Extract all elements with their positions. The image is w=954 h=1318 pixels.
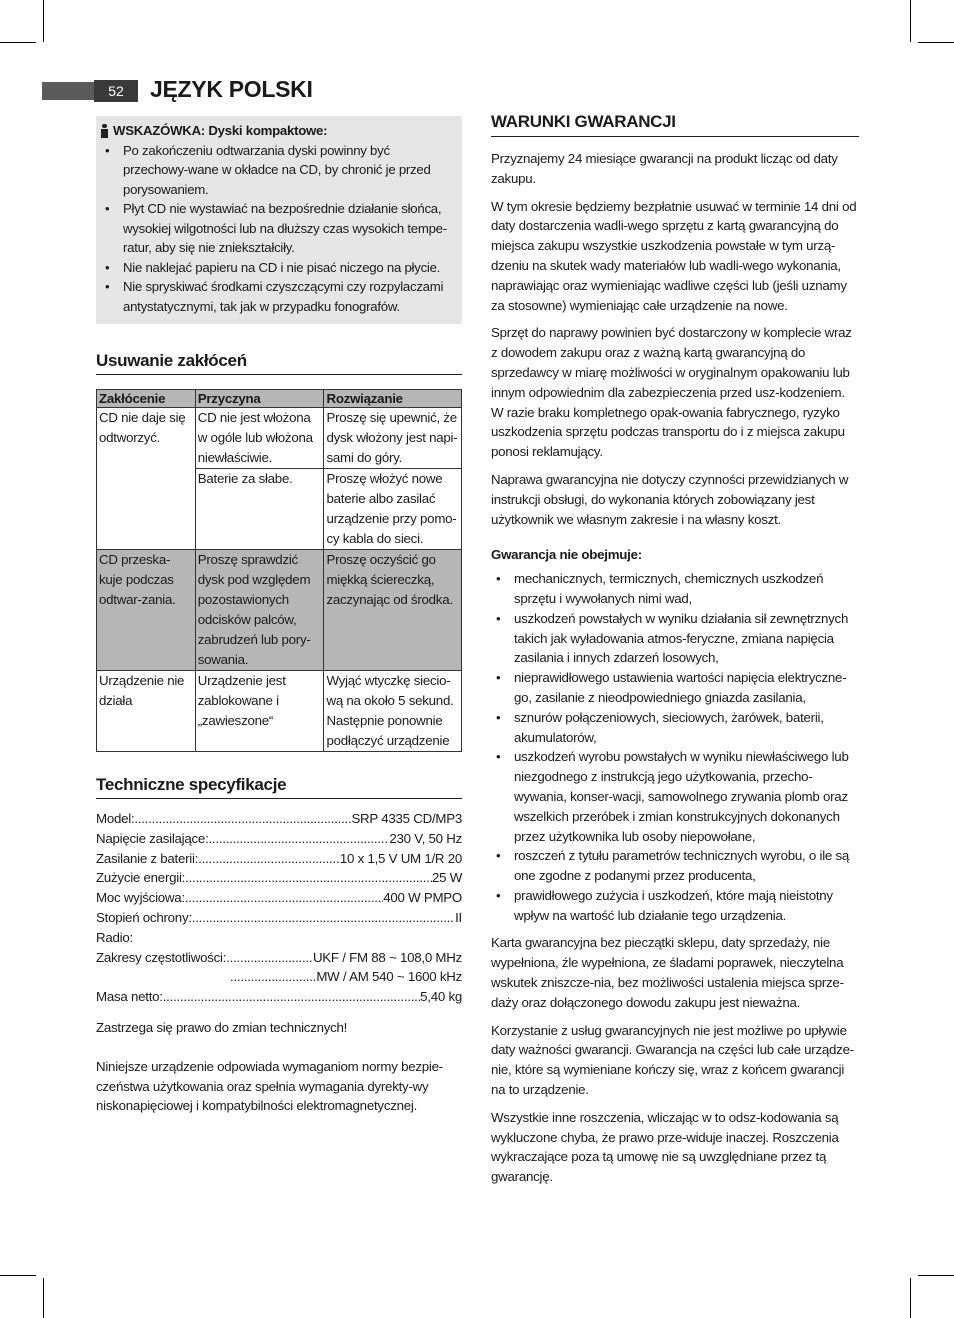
warranty-paragraph: Sprzęt do naprawy powinien być dostarczony w komplecie wraz z dowodem zakupu oraz z ważną kartą gwarancyjną do sprzedawcy w miarę możliwości w oryginalnym opakowaniu lub innym odpowiednim dla zabezpieczenia przed usz-kodzeniem. W razie braku kompletnego opak-owania fabrycznego, ryzyko uszkodzenia sprzętu podczas transportu do i z miejsca zakupu ponosi reklamujący. — [491, 325, 852, 460]
warranty-heading: WARUNKI GWARANCJI — [491, 112, 859, 137]
crop-mark — [43, 1278, 44, 1318]
table-row — [97, 671, 462, 752]
list-item: • Płyt CD nie wystawiać na bezpośrednie działanie słońca, wysokiej wilgotności lub na dłuższy czas wysokich tempe-ratur, aby się nie zniekształciły. — [100, 199, 454, 258]
spec-label: Moc wyjściowa: — [96, 890, 185, 906]
crop-mark — [0, 42, 36, 43]
exclusions-title: Gwarancja nie obejmuje: — [491, 547, 642, 563]
list-item: • sznurów połączeniowych, sieciowych, żarówek, baterii, akumulatorów, — [491, 708, 859, 748]
spec-label: Masa netto: — [96, 989, 163, 1005]
warranty-paragraph: Wszystkie inne roszczenia, wliczając w to odsz-kodowania są wykluczone chyba, że prawo prze-widuje inaczej. Roszczenia wykraczające poza tą umowę nie są uwzględniane przez tą gwarancję. — [491, 1109, 839, 1185]
spec-value: 25 W — [431, 870, 462, 886]
spec-value: 10 x 1,5 V UM 1/R 20 — [339, 850, 462, 866]
troubleshooting-heading: Usuwanie zakłóceń — [96, 351, 462, 375]
spec-label: Model: — [96, 811, 135, 826]
left-column — [96, 116, 462, 1116]
spec-row — [96, 948, 462, 968]
radio-label: Radio: — [96, 929, 133, 945]
spec-row — [96, 967, 462, 987]
spec-label: Stopień ochrony: — [96, 909, 192, 925]
list-item: • roszczeń z tytułu parametrów technicznych wyrobu, o ile są one zgodne z podanymi przez producenta, — [491, 846, 859, 886]
table-cell: Proszę się upewnić, że dysk włożony jest napi-sami do góry. — [324, 408, 462, 469]
warranty-paragraph: Karta gwarancyjna bez pieczątki sklepu, daty sprzedaży, nie wypełniona, źle wypełniona, ze śladami poprawek, nieczytelna wskutek zniszcze-nia, bez możliwości ustalenia miejsca sprze-daży oraz dołączonego dowodu zakupu jest nieważna. — [491, 935, 844, 1010]
table-row — [97, 550, 462, 671]
page-header — [42, 78, 462, 104]
table-cell: Urządzenie nie działa — [97, 671, 196, 752]
tip-title — [100, 121, 454, 141]
table-cell: Baterie za słabe. — [195, 469, 324, 550]
spec-value: SRP 4335 CD/MP3 — [351, 811, 462, 826]
spec-label: Napięcie zasilające: — [96, 830, 209, 846]
list-item: • Nie naklejać papieru na CD i nie pisać niczego na płycie. — [100, 258, 454, 278]
tip-list — [100, 141, 454, 317]
crop-mark — [918, 1275, 954, 1276]
column-header: Rozwiązanie — [324, 390, 462, 408]
spec-row — [96, 908, 462, 928]
spec-label: Zużycie energii: — [96, 870, 186, 886]
crop-mark — [0, 1275, 36, 1276]
table-cell: Wyjąć wtyczkę siecio-wą na około 5 sekund. Następnie ponownie podłączyć urządzenie — [324, 671, 462, 752]
list-item: • Po zakończeniu odtwarzania dyski powinny być przechowy-wane w okładce na CD, by chronić je przed porysowaniem. — [100, 141, 454, 200]
page-number: 52 — [94, 80, 138, 102]
spec-row — [96, 868, 462, 888]
table-cell: Proszę sprawdzić dysk pod względem pozostawionych odcisków palców, zabrudzeń lub pory-sowania. — [195, 550, 324, 671]
spec-value: 400 W PMPO — [383, 890, 462, 906]
list-item: • mechanicznych, termicznych, chemicznych uszkodzeń sprzętu i wywołanych nimi wad, — [491, 569, 859, 609]
table-row — [97, 408, 462, 469]
list-item: • uszkodzeń wyrobu powstałych w wyniku niewłaściwego lub niezgodnego z instrukcją jego użytkowania, przecho-wywania, konser-wacji, samowolnego zrywania plomb oraz wszelkich przeróbek i zmian konstrukcyjnych dokonanych przez użytkownika lub osoby niepowołane, — [491, 747, 859, 846]
spec-row — [96, 888, 462, 908]
crop-mark — [910, 0, 911, 42]
tip-box — [96, 116, 462, 324]
table-cell: Proszę oczyścić go miękką ściereczką, zaczynając od środka. — [324, 550, 462, 671]
warranty-paragraph: W tym okresie będziemy bezpłatnie usuwać w terminie 14 dni od daty dostarczenia wadli-wego sprzętu z kartą gwarancyjną do miejsca zakupu wszystkie uszkodzenia powstałe w tym urzą-dzeniu na skutek wady materiałów lub wadli-wego wykonania, naprawiając oraz wymieniając wadliwe części lub (jeśli uznamy za stosowne) wymieniając całe urządzenie na nowe. — [491, 198, 857, 313]
spec-value: II — [455, 909, 462, 925]
crop-mark — [43, 0, 44, 42]
spec-label: Zakresy częstotliwości: — [96, 949, 227, 965]
list-item: • nieprawidłowego ustawienia wartości napięcia elektryczne-go, zasilanie z nieodpowiedniego gniazda zasilania, — [491, 668, 859, 708]
list-item: • prawidłowego zużycia i uszkodzeń, które mają nieistotny wpływ na wartość lub działanie tego urządzenia. — [491, 886, 859, 926]
table-header-row — [97, 390, 462, 408]
spec-value: 230 V, 50 Hz — [389, 830, 462, 846]
crop-mark — [918, 42, 954, 43]
crop-mark — [910, 1278, 911, 1318]
warranty-paragraph: Naprawa gwarancyjna nie dotyczy czynności przewidzianych w instrukcji obsługi, do wykonania których zobowiązany jest użytkownik we własnym zakresie i na własny koszt. — [491, 471, 849, 527]
spec-row — [96, 849, 462, 869]
column-header: Przyczyna — [195, 390, 324, 408]
column-header: Zakłócenie — [97, 390, 196, 408]
table-cell: CD nie jest włożona w ogóle lub włożona niewłaściwie. — [195, 408, 324, 469]
troubleshooting-table — [96, 389, 462, 752]
warranty-paragraph: Przyznajemy 24 miesiące gwarancji na produkt licząc od daty zakupu. — [491, 151, 838, 186]
table-cell: Urządzenie jest zablokowane i „zawieszone“ — [195, 671, 324, 752]
spec-value: MW / AM 540 ~ 1600 kHz — [316, 969, 462, 985]
spec-row — [96, 809, 462, 829]
spec-value: UKF / FM 88 ~ 108,0 MHz — [312, 949, 462, 965]
table-cell: Proszę włożyć nowe baterie albo zasilać urządzenie przy pomo-cy kabla do sieci. — [324, 469, 462, 550]
info-icon — [100, 124, 109, 138]
tip-title-text: WSKAZÓWKA: Dyski kompaktowe: — [113, 123, 328, 138]
page-title: JĘZYK POLSKI — [150, 76, 313, 102]
spec-row — [96, 829, 462, 849]
warranty-paragraph: Korzystanie z usług gwarancyjnych nie jest możliwe po upływie daty ważności gwarancji. Gwarancja na części lub całe urządze-nie, które są wymieniane kończy się, wraz z końcem gwarancji na to urządzenie. — [491, 1022, 854, 1098]
right-column — [491, 112, 859, 1195]
specs-list — [96, 809, 462, 1007]
table-cell: CD nie daje się odtworzyć. — [97, 408, 196, 550]
list-item: • uszkodzeń powstałych w wyniku działania sił zewnętrznych takich jak wyładowania atmos-feryczne, zmiana napięcia zasilania i innych zdarzeń losowych, — [491, 609, 859, 668]
specs-heading: Techniczne specyfikacje — [96, 775, 462, 799]
table-cell: CD przeska-kuje podczas odtwar-zania. — [97, 550, 196, 671]
spec-row — [96, 987, 462, 1007]
list-item: • Nie spryskiwać środkami czyszczącymi czy rozpylaczami antystatycznymi, tak jak w przypadku fonografów. — [100, 277, 454, 316]
spec-value: 5,40 kg — [420, 989, 462, 1005]
exclusions-list — [491, 569, 859, 925]
compliance-text: Niniejsze urządzenie odpowiada wymaganiom normy bezpie-czeństwa użytkowania oraz spełnia wymagania dyrekty-wy niskonapięciowej i kompatybilności elektromagnetycznej. — [96, 1058, 443, 1114]
spec-label: Zasilanie z baterii: — [96, 850, 199, 866]
specs-note: Zastrzega się prawo do zmian technicznych! — [96, 1019, 348, 1035]
